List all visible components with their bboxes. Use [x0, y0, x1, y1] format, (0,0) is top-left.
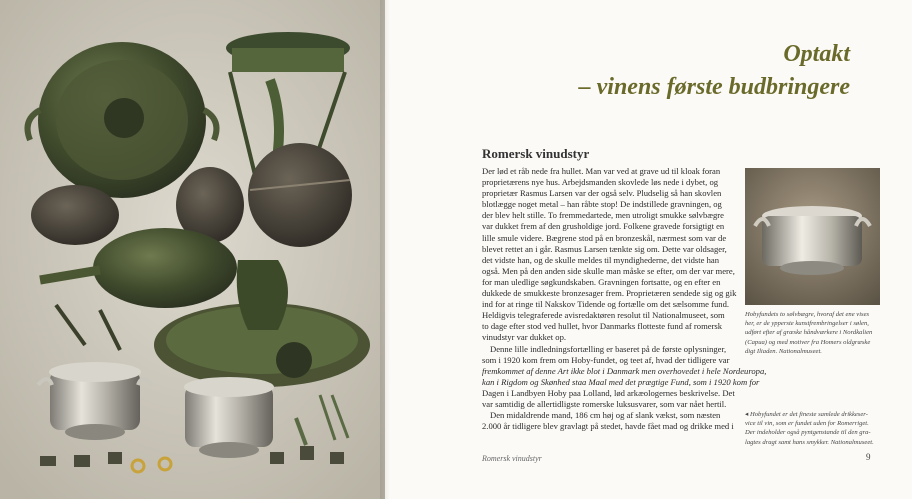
quote-text: kan i Rigdom og Skønhed staa Maal med det prægtige Fund, som i 1920 kom for: [482, 376, 760, 387]
caption-line: her, er de ypperste kunstfrembringelser i sølen,: [745, 320, 869, 328]
body-line: Der lød et råb nede fra hullet. Man var ved at grave ud til kloak foran: [482, 166, 721, 176]
bronze-pan: [93, 228, 237, 308]
bronze-jug: [237, 260, 288, 330]
chapter-title-line1: Optakt: [783, 41, 850, 67]
body-line: dukkede de smukkeste bronzesager frem. Proprietæren sendede sig og gik: [482, 288, 737, 299]
caption-line: vice til vin, som er fundet uden for Romerriget.: [745, 420, 869, 428]
silver-cup-2: [184, 377, 274, 458]
body-line: var samtidig de allertidligste romerske luksusvarer, som var nået hertil.: [482, 398, 727, 409]
silver-cup-1: [38, 362, 152, 440]
body-line: proprietær Rasmus Larsen var der også selv. Pludselig så han skovlen: [482, 188, 722, 199]
running-footer: Romersk vinudstyr: [482, 454, 542, 463]
chapter-title: [470, 38, 850, 104]
page-number: 9: [866, 452, 871, 462]
body-line: det vidste han, og de skulle meldes til myndighederne, det vidste han: [482, 254, 719, 265]
hoby-treasure-illustration: [0, 0, 385, 499]
left-photo-caption: [745, 410, 880, 447]
caption-line: lagtes dragt samt hans smykker. Nationalmuseet.: [745, 438, 874, 446]
body-line: var dukket frem af den grusholdige jord. Folkene gravede forsigtigt en: [482, 221, 725, 232]
body-line: også. Men på den anden side skulle man måske se efter, om der var mere,: [482, 265, 735, 276]
body-line: vinudstyr var dukket op.: [482, 332, 567, 343]
body-line: 2.000 år tidligere blev gravlagt på stedet, havde fået mad og drikke med i: [482, 421, 734, 432]
body-line: blotlægge noget metal – han råbte stop! De indstillede gravningen, og: [482, 199, 722, 210]
body-line: Dagen i Landbyen Hoby paa Lolland, lød arkæologernes beskrivelse. Det: [482, 387, 735, 398]
body-line: der blev helt stille. To fremmedartede, men utroligt smukke sølvbægre: [482, 210, 724, 221]
caption-line: udført efter af græske håndværkere i Nordkalien: [745, 329, 873, 337]
caption-line: ◂ Hobyfundet er det fineste samlede drikkeser-: [745, 411, 868, 418]
body-text: [482, 166, 767, 432]
body-line: Den midaldrende mand, 186 cm høj og af slank vækst, som næsten: [490, 410, 721, 421]
body-line: som i 1920 kom frem om Hoby-fundet, og teet af, hvad der tidligere var: [482, 354, 730, 365]
body-line: blevet rettet an i går. Rasmus Larsen tænkte sig om. Dette var oldsager,: [482, 243, 727, 254]
caption-line: Der indeholder også pyntgenstande til den gra-: [745, 429, 871, 437]
body-line: ind for at ringe til Nakskov Tidende og fortælle om det sælsomme fund.: [482, 299, 730, 310]
body-line-italic: [482, 365, 767, 377]
silver-cup-illustration: [745, 168, 880, 305]
body-line: to dage efter stod ved hullet, hvor Danmarks flotteste fund af romersk: [482, 321, 723, 332]
quote-text: fremkommet af denne Art ikke blot i Danmark men overhovedet i hele Nordeuropa,: [482, 365, 767, 376]
page-gutter: [380, 0, 390, 499]
chapter-title-line2: – vinens første budbringere: [578, 74, 850, 100]
body-line: for man uledlige søgkundskaben. Gravningen fortsatte, og en efter en: [482, 276, 721, 287]
caption-line: (Capua) og med motiver fra Homers oldgræske: [745, 338, 871, 346]
caption-line: digt Iliaden. Nationalmuseet.: [745, 347, 822, 355]
photo-caption: [745, 310, 880, 356]
caption-line: Hobyfundets to sølvbægre, hvoraf det ene vises: [745, 311, 870, 318]
body-line: proprietærens nye hus. Arbejdsmanden skovlede løs nede i dybet, og: [482, 177, 719, 188]
body-line: lille smule videre. Bægrene stod på en bronzeskål, nærmest som var de: [482, 232, 727, 243]
section-heading: Romersk vinudstyr: [482, 146, 590, 161]
silver-cup-photo: [745, 168, 880, 305]
body-line: Heldigvis telegraferede avisredaktøren resolut til Nationalmuseet, som: [482, 310, 725, 321]
body-line-italic: [482, 376, 760, 388]
clay-pot-large: [248, 143, 352, 247]
body-line: Denne lille indledningsfortælling er baseret på de første oplysninger,: [490, 343, 727, 354]
artifacts-photo: [0, 0, 385, 499]
